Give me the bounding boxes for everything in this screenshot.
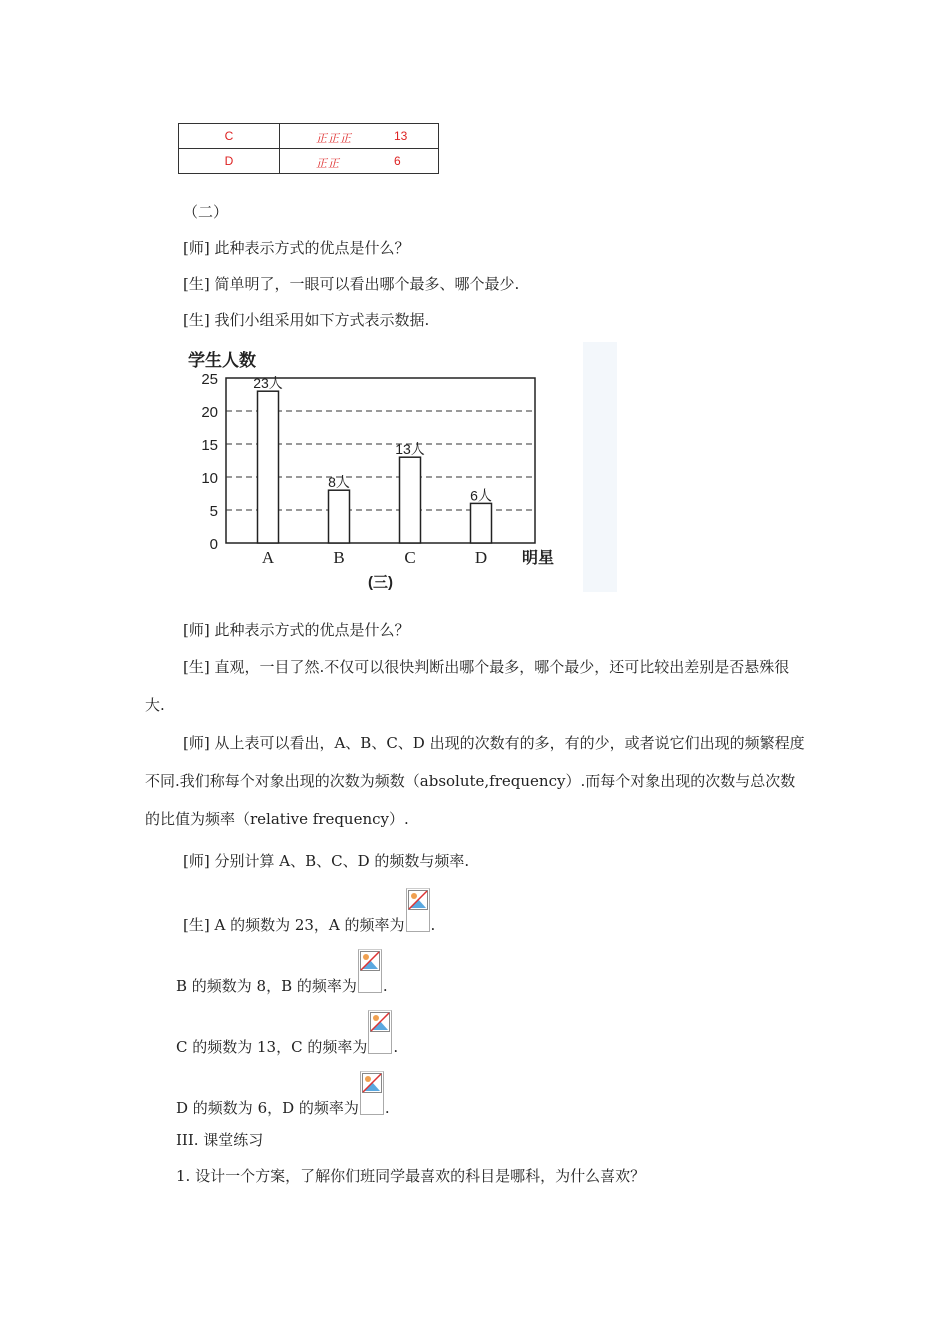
fraction-image-icon xyxy=(360,1071,384,1115)
period: . xyxy=(393,1038,399,1056)
y-tick-label: 0 xyxy=(209,536,218,553)
table-cell-tally xyxy=(280,149,439,174)
answer-line-d xyxy=(176,1071,390,1130)
table-row xyxy=(179,149,439,174)
chart-caption: (三) xyxy=(368,574,393,591)
dialog-line: [生] 简单明了，一眼可以看出哪个最多、哪个最少. xyxy=(183,275,520,293)
bar xyxy=(258,391,279,543)
y-tick-label: 20 xyxy=(201,404,218,421)
bar xyxy=(400,457,421,543)
period: . xyxy=(384,1099,390,1117)
section-label: （二） xyxy=(183,203,229,221)
answer-text: [生] A 的频数为 23，A 的频率为 xyxy=(183,916,405,934)
x-tick-label: C xyxy=(404,548,416,567)
answer-text: B 的频数为 8，B 的频率为 xyxy=(176,977,357,995)
dialog-line: [师] 此种表示方式的优点是什么？ xyxy=(183,621,410,639)
x-axis-label: 明星 xyxy=(522,550,555,567)
table-cell-label: D xyxy=(179,149,280,174)
dialog-line: [师] 分别计算 A、B、C、D 的频数与频率. xyxy=(183,852,470,870)
x-tick-label: B xyxy=(333,548,345,567)
answer-text: D 的频数为 6，D 的频率为 xyxy=(176,1099,359,1117)
fraction-image-icon xyxy=(368,1010,392,1054)
answer-line-c xyxy=(176,1010,398,1069)
table-cell-tally xyxy=(280,124,439,149)
data-label: 8人 xyxy=(328,474,350,491)
dialog-line: [师] 此种表示方式的优点是什么？ xyxy=(183,239,410,257)
y-tick-label: 10 xyxy=(201,470,218,487)
answer-line-b xyxy=(176,949,388,1008)
x-tick-label: A xyxy=(261,548,275,567)
bar-chart xyxy=(180,340,620,595)
tally-table xyxy=(178,123,439,174)
fraction-image-icon xyxy=(406,888,430,932)
answer-text: C 的频数为 13，C 的频率为 xyxy=(176,1038,368,1056)
dialog-paragraph: [师] 从上表可以看出，A、B、C、D 出现的次数有的多，有的少，或者说它们出现的频繁程度不同.我们称每个对象出现的次数为频数（absolute,frequency）.而每个对象出现的次数与总次数的比值为频率（relative frequency）. xyxy=(145,734,805,828)
table-cell-label: C xyxy=(179,124,280,149)
bar xyxy=(471,503,492,543)
period: . xyxy=(382,977,388,995)
period: . xyxy=(430,916,436,934)
dialog-paragraph: [生] 直观，一目了然.不仅可以很快判断出哪个最多，哪个最少，还可比较出差别是否悬殊很大. xyxy=(145,658,790,714)
table-row xyxy=(179,124,439,149)
x-tick-label: D xyxy=(474,548,488,567)
y-tick-label: 15 xyxy=(201,437,218,454)
section-heading: III. 课堂练习 xyxy=(176,1131,264,1149)
y-axis-label: 学生人数 xyxy=(188,351,256,370)
data-label: 13人 xyxy=(395,441,425,458)
answer-line-a xyxy=(183,888,435,947)
y-tick-label: 25 xyxy=(201,371,218,388)
tally-count: 6 xyxy=(394,154,401,168)
data-label: 6人 xyxy=(470,487,492,504)
exercise-question: 1. 设计一个方案，了解你们班同学最喜欢的科目是哪科，为什么喜欢？ xyxy=(176,1167,646,1185)
data-label: 23人 xyxy=(253,375,283,392)
tally-marks: 正正正 xyxy=(316,133,352,145)
bar xyxy=(329,490,350,543)
tally-count: 13 xyxy=(394,129,408,143)
tally-marks: 正正 xyxy=(316,158,340,170)
dialog-line: [生] 我们小组采用如下方式表示数据. xyxy=(183,311,430,329)
fraction-image-icon xyxy=(358,949,382,993)
y-tick-label: 5 xyxy=(209,503,218,520)
